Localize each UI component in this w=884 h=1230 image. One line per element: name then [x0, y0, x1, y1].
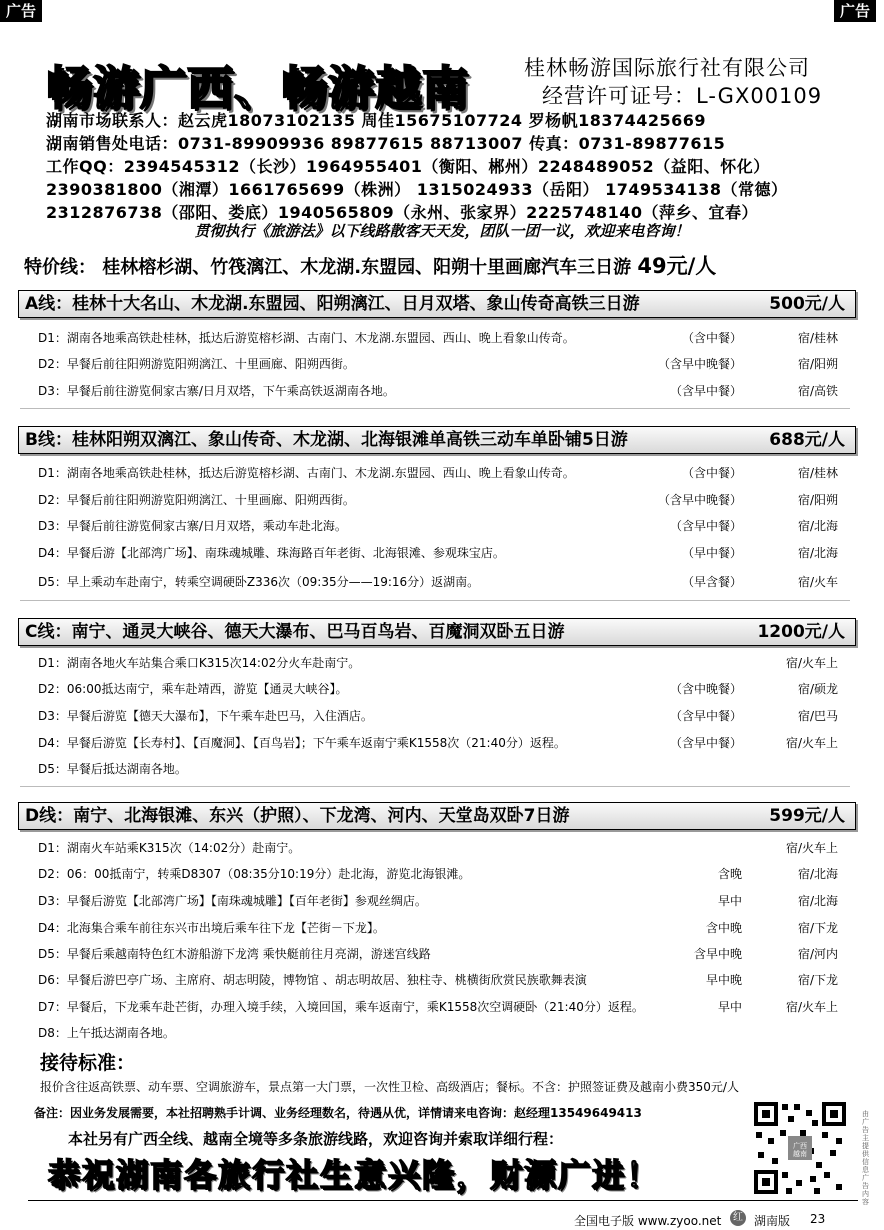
route-d-header	[18, 802, 856, 830]
headline-title: 畅游广西、畅游越南	[46, 61, 469, 115]
footer-edition: 全国电子版 www.zyoo.net	[574, 1214, 722, 1228]
contact-line: 2312876738（邵阳、娄底）1940565809（永州、张家界）2225748140（萍乡、宜春）	[46, 203, 758, 222]
route-c-header	[18, 618, 856, 646]
route-title: C线：南宁、通灵大峡谷、德天大瀑布、巴马百鸟岩、百魔洞双卧五日游	[25, 622, 565, 642]
side-note: 由广告主提供信息广告内容	[862, 1110, 869, 1206]
contact-line: 2390381800（湘潭）1661765699（株洲） 1315024933（岳阳） 1749534138（常德）	[46, 180, 788, 199]
congrats-banner: 恭祝湖南各旅行社生意兴隆，财源广进！	[48, 1156, 661, 1194]
itinerary-row: D2：早餐后前往阳朔游览阳朔漓江、十里画廊、阳朔西街。 （含早中晚餐） 宿/阳朔	[38, 357, 838, 371]
itinerary-row: D1：湖南各地乘高铁赴桂林，抵达后游览榕杉湖、古南门、木龙湖.东盟园、西山、晚上看象山传奇。 （含中餐） 宿/桂林	[38, 331, 838, 345]
route-price: 1200元/人	[757, 622, 845, 642]
itinerary-row: D4：早餐后游览【长寿村】、【百魔洞】、【百鸟岩】；下午乘车返南宁乘K1558次（21:40分）返程。 （含早中餐） 宿/火车上	[38, 736, 838, 750]
divider	[20, 600, 850, 601]
itinerary-row: D2：06：00抵南宁，转乘D8307（08:35分10:19分）赴北海，游览北海银滩。 含晚 宿/北海	[38, 867, 838, 881]
license-number: 经营许可证号：L-GX00109	[542, 84, 823, 108]
itinerary-row: D6：早餐后游巴亭广场、主席府、胡志明陵，博物馆 、胡志明故居、独柱寺、桃横街欣赏民族歌舞表演 早中晚 宿/下龙	[38, 973, 838, 987]
itinerary-row: D2：早餐后前往阳朔游览阳朔漓江、十里画廊、阳朔西街。 （含早中晚餐） 宿/阳朔	[38, 493, 838, 507]
itinerary-row: D4：北海集合乘车前往东兴市出境后乘车往下龙【芒街－下龙】。 含中晚 宿/下龙	[38, 921, 838, 935]
special-price: 49元/人	[637, 254, 717, 278]
contact-line: 湖南销售处电话：0731-89909936 89877615 88713007 传真：0731-89877615	[46, 134, 726, 153]
slogan: 贯彻执行《旅游法》以下线路散客天天发，团队一团一议，欢迎来电咨询！	[194, 222, 690, 240]
divider	[20, 786, 850, 787]
itinerary-row: D1：湖南各地乘高铁赴桂林，抵达后游览榕杉湖、古南门、木龙湖.东盟园、西山、晚上看象山传奇。 （含中餐） 宿/桂林	[38, 466, 838, 480]
itinerary-row: D3：早餐后游览【北部湾广场】【南珠魂城雕】【百年老街】参观丝绸店。 早中 宿/北海	[38, 894, 838, 908]
itinerary-row: D3：早餐后游览【德天大瀑布】，下午乘车赴巴马，入住酒店。 （含早中餐） 宿/巴马	[38, 709, 838, 723]
special-offer	[24, 250, 716, 280]
itinerary-row: D7：早餐后，下龙乘车赴芒街，办理入境手续，入境回国，乘车返南宁，乘K1558次空调硬卧（21:40分）返程。 早中 宿/火车上	[38, 1000, 838, 1014]
special-label: 特价线：	[24, 257, 96, 278]
recruit-note: 备注：因业务发展需要，本社招聘熟手计调、业务经理数名，待遇从优，详情请来电咨询：赵经理13549649413	[34, 1106, 642, 1120]
route-price: 500元/人	[769, 294, 845, 314]
contact-line: 工作QQ：2394545312（长沙）1964955401（衡阳、郴州）2248489052（益阳、怀化）	[46, 157, 770, 176]
page-number: 23	[810, 1212, 826, 1226]
route-a-header	[18, 290, 856, 318]
itinerary-row: D2：06:00抵达南宁，乘车赴靖西，游览【通灵大峡谷】。 （含中晚餐） 宿/硕龙	[38, 682, 838, 696]
standards-title: 接待标准：	[40, 1052, 136, 1074]
contact-line: 湖南市场联系人：赵云虎18073102135 周佳15675107724 罗杨帆18374425669	[46, 111, 707, 130]
route-title: D线：南宁、北海银滩、东兴（护照）、下龙湾、河内、天堂岛双卧7日游	[25, 806, 570, 826]
itinerary-row: D1：湖南各地火车站集合乘口K315次14:02分火车赴南宁。 宿/火车上	[38, 656, 838, 670]
route-title: A线：桂林十大名山、木龙湖.东盟园、阳朔漓江、日月双塔、象山传奇高铁三日游	[25, 294, 640, 314]
itinerary-row: D3：早餐后前往游览侗家古寨/日月双塔，乘动车赴北海。 （含早中餐） 宿/北海	[38, 519, 838, 533]
special-text: 桂林榕杉湖、竹筏漓江、木龙湖.东盟园、阳朔十里画廊汽车三日游	[102, 257, 632, 278]
route-b-header	[18, 426, 856, 454]
more-routes: 本社另有广西全线、越南全境等多条旅游线路，欢迎咨询并索取详细行程：	[68, 1130, 564, 1148]
itinerary-row: D8：上午抵达湖南各地。	[38, 1026, 175, 1040]
route-price: 599元/人	[769, 806, 845, 826]
ad-label-left: 广告	[0, 0, 42, 22]
ad-label-right: 广告	[834, 0, 876, 22]
route-price: 688元/人	[769, 430, 845, 450]
company-name: 桂林畅游国际旅行社有限公司	[524, 56, 810, 80]
footer-divider	[28, 1200, 858, 1201]
itinerary-row: D5：早餐后抵达湖南各地。	[38, 762, 187, 776]
route-title: B线：桂林阳朔双漓江、象山传奇、木龙湖、北海银滩单高铁三动车单卧铺5日游	[25, 430, 628, 450]
qr-code	[752, 1100, 848, 1196]
red-badge-icon: 红	[730, 1210, 746, 1226]
qr-logo-text: 广西越南	[793, 1142, 807, 1158]
itinerary-row: D1：湖南火车站乘K315次（14:02分）赴南宁。 宿/火车上	[38, 841, 838, 855]
itinerary-row: D3：早餐后前往游览侗家古寨/日月双塔，下午乘高铁返湖南各地。 （含早中餐） 宿/高铁	[38, 384, 838, 398]
footer-region: 湖南版	[754, 1214, 791, 1228]
divider	[20, 408, 850, 409]
standards-text: 报价含往返高铁票、动车票、空调旅游车，景点第一大门票，一次性卫检、高级酒店；餐标。不含：护照签证费及越南小费350元/人	[40, 1080, 739, 1094]
itinerary-row: D5：早上乘动车赴南宁，转乘空调硬卧Z336次（09:35分——19:16分）返湖南。 （早含餐） 宿/火车	[38, 575, 838, 589]
itinerary-row: D4：早餐后游【北部湾广场】、南珠魂城雕、珠海路百年老街、北海银滩、参观珠宝店。 （早中餐） 宿/北海	[38, 546, 838, 560]
itinerary-row: D5：早餐后乘越南特色红木游船游下龙湾 乘快艇前往月亮湖，游迷宫线路 含早中晚 宿/河内	[38, 947, 838, 961]
